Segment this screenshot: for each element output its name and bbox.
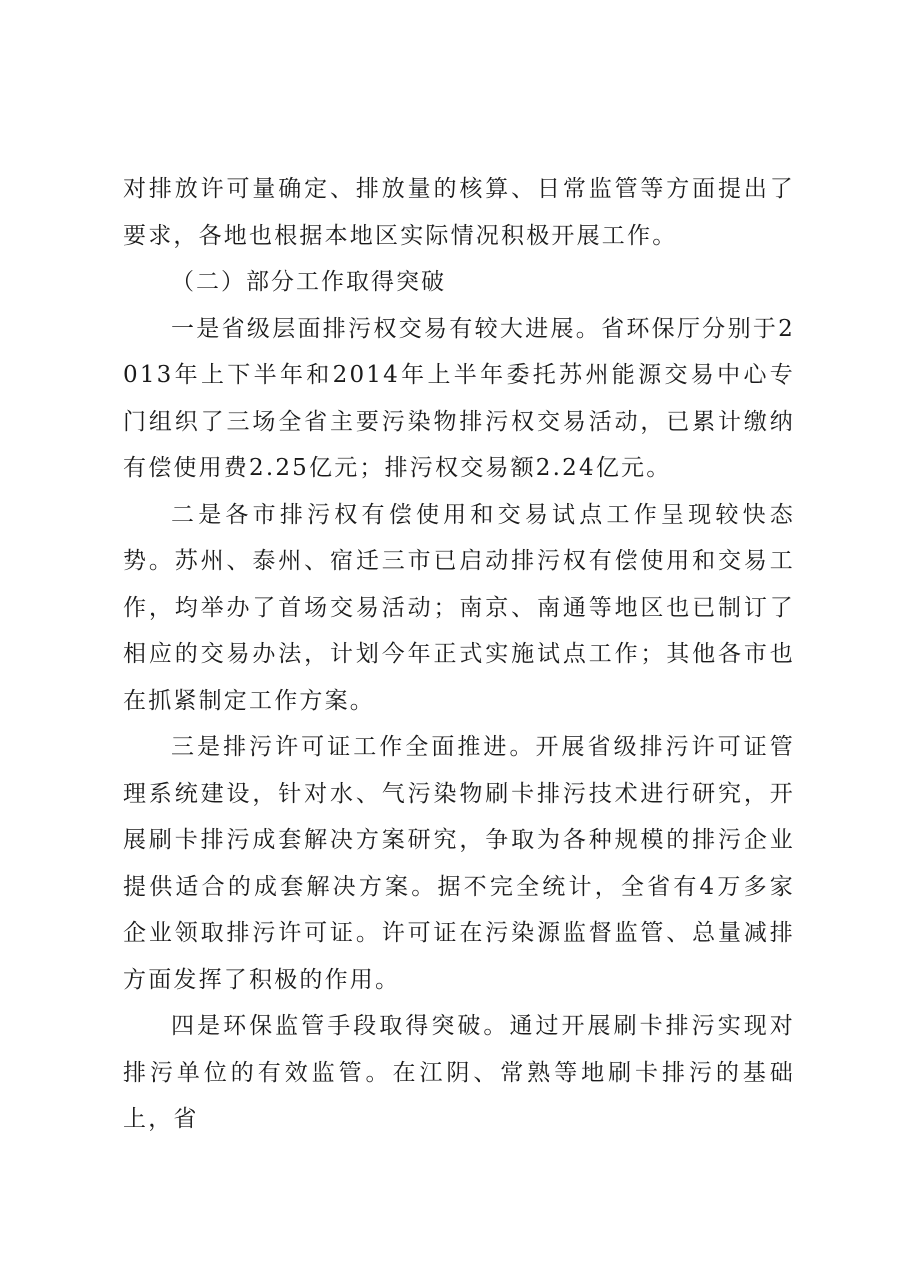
paragraph-point-one: 一是省级层面排污权交易有较大进展。省环保厅分别于2013年上下半年和2014年上半年委托苏州能源交易中心专门组织了三场全省主要污染物排污权交易活动，已累计缴纳有偿使用费2.25亿元；排污权交易额2.24亿元。 bbox=[123, 315, 795, 481]
paragraph-point-three: 三是排污许可证工作全面推进。开展省级排污许可证管理系统建设，针对水、气污染物刷卡排污技术进行研究，开展刷卡排污成套解决方案研究，争取为各种规模的排污企业提供适合的成套解决方案。据不完全统计，全省有4万多家企业领取排污许可证。许可证在污染源监督监管、总量减排方面发挥了积极的作用。 bbox=[123, 734, 795, 993]
paragraph-continuation: 对排放许可量确定、排放量的核算、日常监管等方面提出了要求，各地也根据本地区实际情况积极开展工作。 bbox=[123, 176, 795, 249]
paragraph-point-four: 四是环保监管手段取得突破。通过开展刷卡排污实现对排污单位的有效监管。在江阴、常熟等地刷卡排污的基础上，省 bbox=[123, 1013, 795, 1132]
section-heading: （二）部分工作取得突破 bbox=[171, 269, 446, 295]
paragraph-point-two: 二是各市排污权有偿使用和交易试点工作呈现较快态势。苏州、泰州、宿迁三市已启动排污权有偿使用和交易工作，均举办了首场交易活动；南京、南通等地区也已制订了相应的交易办法，计划今年正式实施试点工作；其他各市也在抓紧制定工作方案。 bbox=[123, 501, 795, 714]
document-body bbox=[123, 166, 795, 1143]
